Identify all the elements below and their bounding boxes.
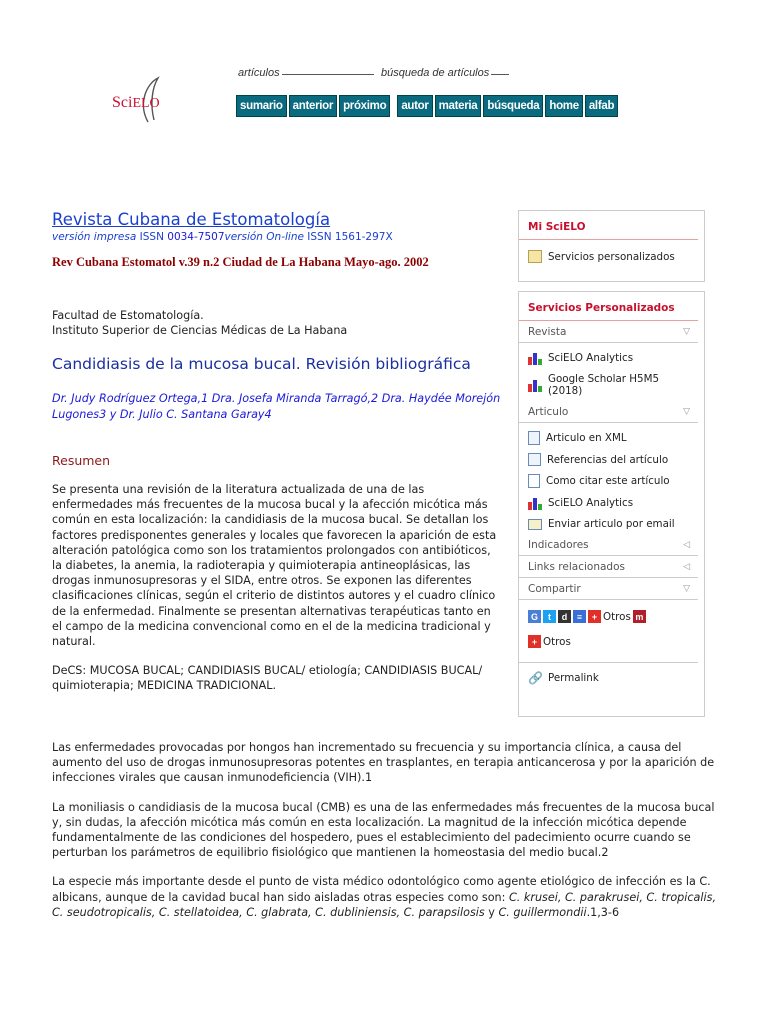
- referencias-link[interactable]: [519, 449, 704, 470]
- link-icon: 🔗: [528, 671, 543, 685]
- chevron-down-icon: ▽: [683, 407, 690, 417]
- article-title: Candidiasis de la mucosa bucal. Revisión bibliográfica: [52, 355, 471, 373]
- issn-label: ISSN: [139, 231, 164, 243]
- para3-species-list: C. krusei, C. parakrusei, C. tropicalis, C. seudotropicalis, C. stellatoidea, C. glabrata, C. dubliniensis, C. parapsilosis: [52, 890, 717, 919]
- sumario-button[interactable]: sumario: [236, 95, 287, 117]
- mi-scielo-box: [518, 210, 705, 282]
- enviar-email-label: Enviar articulo por email: [548, 518, 675, 530]
- scielo-logo[interactable]: [108, 74, 178, 124]
- article-content: [52, 210, 502, 694]
- articulo-label: Articulo: [528, 406, 569, 418]
- scielo-analytics-link[interactable]: [519, 343, 704, 369]
- scielo-analytics-label: SciELO Analytics: [548, 352, 634, 364]
- decs-keywords: DeCS: MUCOSA BUCAL; CANDIDIASIS BUCAL/ etiología; CANDIDIASIS BUCAL/ quimioterapia; MEDICINA TRADICIONAL.: [52, 664, 483, 693]
- servicios-title: Servicios Personalizados: [519, 292, 698, 321]
- nav-articulos-group: [236, 67, 374, 81]
- bar-chart-icon: [528, 378, 542, 392]
- issn-print-link[interactable]: 0034-7507: [167, 231, 225, 243]
- email-icon: [528, 519, 542, 530]
- authors-link[interactable]: [52, 391, 502, 423]
- references-document-icon: [528, 453, 541, 466]
- para3-species-last: C. guillermondii: [498, 905, 587, 919]
- nav-busqueda-label: búsqueda de artículos: [381, 67, 490, 79]
- servicios-personalizados-link[interactable]: [519, 240, 704, 267]
- links-relacionados-section[interactable]: [519, 556, 698, 578]
- affiliation-faculty: Facultad de Estomatología.: [52, 309, 204, 322]
- articulo-section[interactable]: [519, 401, 698, 423]
- version-impresa-label: versión impresa: [52, 231, 137, 243]
- google-scholar-link[interactable]: [519, 369, 704, 401]
- xml-document-icon: [528, 431, 540, 445]
- affiliation: [52, 308, 502, 338]
- alfab-button[interactable]: alfab: [585, 95, 618, 117]
- articulo-xml-link[interactable]: [519, 423, 704, 449]
- materia-button[interactable]: materia: [435, 95, 482, 117]
- revista-section[interactable]: [519, 321, 698, 343]
- issn-line: [52, 231, 502, 243]
- mendeley-share-icon[interactable]: m: [633, 610, 646, 623]
- chevron-left-icon: ◁: [683, 540, 690, 550]
- body-paragraph-1: Las enfermedades provocadas por hongos han incrementado su frecuencia y su importancia clínica, a causa del aumento del uso de drogas inmunosupresoras potentes en trasplantes, en terapia anticancerosa y por la aparición de infecciones virales que causan inmunodeficiencia (VIH).1: [52, 741, 715, 785]
- plus-share-icon[interactable]: +: [528, 635, 541, 648]
- busqueda-button[interactable]: búsqueda: [483, 95, 543, 117]
- authors-text[interactable]: Dr. Judy Rodríguez Ortega,1 Dra. Josefa Miranda Tarragó,2 Dra. Haydée Morejón Lugones3 y Dr. Julio C. Santana Garay4: [52, 392, 501, 421]
- permalink-label: Permalink: [548, 672, 599, 684]
- compartir-label: Compartir: [528, 583, 581, 595]
- scielo-analytics-article-link[interactable]: [519, 492, 704, 514]
- share-other-row: [519, 627, 704, 652]
- share-buttons-row: [519, 600, 704, 627]
- como-citar-label: Como citar este artículo: [546, 475, 670, 487]
- nav-articulos-label: artículos: [238, 67, 280, 79]
- servicios-box: [518, 291, 705, 717]
- para3-conj: y: [484, 905, 499, 919]
- version-online-label: versión On-line: [224, 231, 304, 243]
- journal-title-link[interactable]: Revista Cubana de Estomatología: [52, 210, 331, 229]
- google-scholar-label: Google Scholar H5M5 (2018): [548, 373, 660, 397]
- page-icon: [528, 474, 540, 488]
- article-body: [52, 740, 722, 920]
- chevron-down-icon: ▽: [683, 584, 690, 594]
- home-button[interactable]: home: [545, 95, 582, 117]
- servicios-personalizados-label: Servicios personalizados: [548, 250, 675, 263]
- otros-share-label[interactable]: Otros: [603, 610, 631, 623]
- nav-toolbar: [236, 95, 618, 117]
- google-share-icon[interactable]: G: [528, 610, 541, 623]
- twitter-share-icon[interactable]: t: [543, 610, 556, 623]
- para3-refs: .1,3-6: [586, 905, 620, 919]
- referencias-label: Referencias del artículo: [547, 453, 669, 466]
- issn-label-online: ISSN: [307, 231, 332, 243]
- list-share-icon[interactable]: ≡: [573, 610, 586, 623]
- indicadores-label: Indicadores: [528, 539, 589, 551]
- bar-chart-icon: [528, 351, 542, 365]
- nav-spacer: [392, 95, 395, 117]
- plus-share-icon[interactable]: +: [588, 610, 601, 623]
- para3-text: La especie más importante desde el punto de vista médico odontológico como agente etiológico de infección es la C. albicans, aunque de la cavidad bucal han sido aisladas otras especies como son:: [52, 875, 711, 904]
- proximo-button[interactable]: próximo: [339, 95, 390, 117]
- bar-chart-icon: [528, 496, 542, 510]
- abstract-text: Se presenta una revisión de la literatura actualizada de una de las enfermedades más frecuentes de la mucosa bucal y la afección micótica más común en esta localización: la candidiasis de la mucosa bucal. Se detallan los factores predisponentes generales y locales que favorecen la aparición de esta alteración patológica como son los tratamientos prolongados con antibióticos, la diabetes, la anemia, la radioterapia y quimioterapia antineoplásicas, las drogas inmunosupresoras y el SIDA, entre otros. Se exponen las diferentes clasificaciones clínicas, según el criterio de distintos autores y el cuadro clínico de la enfermedad. Finalmente se presentan alternativas terapéuticas tanto en el campo de la medicina convencional como en el de la medicina tradicional y natural.: [52, 483, 497, 649]
- indicadores-section[interactable]: [519, 534, 698, 556]
- como-citar-link[interactable]: [519, 470, 704, 492]
- nav-busqueda-group: [379, 67, 509, 81]
- issn-online-value: 1561-297X: [334, 231, 393, 243]
- delicious-share-icon[interactable]: d: [558, 610, 571, 623]
- anterior-button[interactable]: anterior: [289, 95, 337, 117]
- resumen-heading: Resumen: [52, 453, 111, 468]
- enviar-email-link[interactable]: [519, 514, 704, 534]
- links-relacionados-label: Links relacionados: [528, 561, 625, 573]
- logo-text: SciELO: [112, 94, 160, 111]
- compartir-section[interactable]: [519, 578, 698, 600]
- revista-label: Revista: [528, 326, 567, 338]
- body-paragraph-3: [52, 874, 722, 920]
- scielo-analytics-article-label: SciELO Analytics: [548, 497, 634, 509]
- autor-button[interactable]: autor: [397, 95, 432, 117]
- affiliation-institute: Instituto Superior de Ciencias Médicas de La Habana: [52, 324, 348, 337]
- chevron-down-icon: ▽: [683, 327, 690, 337]
- otros-share-label-2[interactable]: Otros: [543, 635, 571, 648]
- mi-scielo-title: Mi SciELO: [519, 211, 698, 240]
- permalink-link[interactable]: [519, 663, 704, 689]
- body-paragraph-2: La moniliasis o candidiasis de la mucosa bucal (CMB) es una de las enfermedades más frecuentes de la mucosa bucal y, sin dudas, la afección micótica más común en esta localización. La magnitud de la infección micótica depende fundamentalmente de las condiciones del hospedero, pues el establecimiento del padecimiento ocurre cuando se perturban los parámetros de equilibrio fisiológico que mantienen la homeostasia del medio bucal.2: [52, 800, 715, 860]
- note-icon: [528, 250, 542, 263]
- citation-line: Rev Cubana Estomatol v.39 n.2 Ciudad de La Habana Mayo-ago. 2002: [52, 255, 429, 269]
- articulo-xml-label: Articulo en XML: [546, 432, 627, 444]
- chevron-left-icon: ◁: [683, 562, 690, 572]
